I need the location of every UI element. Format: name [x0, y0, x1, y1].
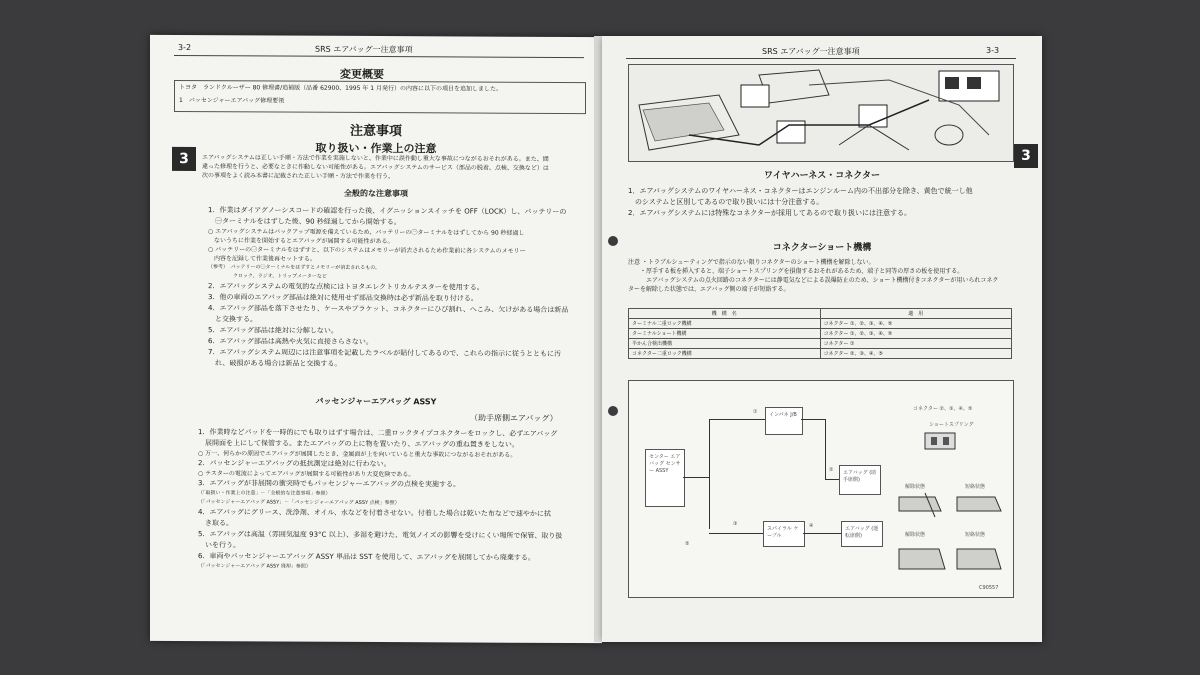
- connector-num: ④: [809, 523, 814, 529]
- table-cell: コネクター ②、③、④、⑤: [820, 349, 1012, 359]
- left-page-number: 3-2: [178, 42, 192, 53]
- connector-group-label: コネクター ②、③、④、⑤: [913, 406, 973, 412]
- p-item-line: 1．作業時などパッドを一時的にでも取りはずす場合は、二重ロックタイプコネクターをロックし、必ずエアバッグ: [198, 428, 558, 438]
- right-header-title: SRS エアバッグ一注意事項: [762, 47, 860, 56]
- header-rule: [626, 58, 1016, 59]
- main-title: 注意事項: [349, 123, 402, 140]
- table-cell: コネクター ①、②、③、④、⑤: [820, 319, 1012, 329]
- item-line: と交換する。: [208, 315, 257, 324]
- p-item-line: ○ 万一、何らかの原因でエアバッグが展開したとき、金属面が上を向いていると重大な事故につながるおそれがある。: [198, 450, 517, 459]
- p-item-line: 5．エアバッグは高温（雰囲気温度 93°C 以上）、多湿を避けた、電気ノイズの影響を受けにくい場所で保管、取り扱: [198, 530, 563, 540]
- binding-hole: [608, 406, 618, 416]
- p-item-line: （「取扱い・作業上の注意」－「全般的な注意事項」参照）: [198, 490, 331, 497]
- table-cell: ターミナル二重ロック機構: [629, 319, 821, 329]
- table-header-cell: 機 構 名: [629, 309, 821, 319]
- connector-num: ③: [733, 521, 738, 527]
- passenger-sub: （助手席側エアバッグ）: [470, 413, 558, 423]
- intro-line: 違った修理を行うと、必要なときに作動しない可能性がある。エアバッグシステムのサービス（部品の脱着、点検、交換など）は: [202, 163, 549, 172]
- sub-title: 取り扱い・作業上の注意: [315, 141, 437, 156]
- item-line: 内容を記録して作業後再セットする。: [208, 255, 316, 263]
- intro: [202, 153, 592, 182]
- wire-line: のシステムと区別してあるので取り扱いには十分注意する。: [628, 198, 824, 206]
- header-rule: [174, 55, 584, 58]
- item-line: 2．エアバッグシステムの電気的な点検にはトヨタエレクトリカルテスターを使用する。: [208, 282, 484, 292]
- change-box: [174, 80, 586, 114]
- driver-airbag-box: [841, 521, 883, 547]
- table-row: [629, 319, 1012, 329]
- connector-state-drawing-2: [895, 539, 1005, 579]
- item-line: クロック、ラジオ、トリップメーターなど: [208, 273, 327, 280]
- short-line: ターを解除した状態では、エアバッグ側の端子が短絡する。: [628, 286, 790, 293]
- center-sensor-box: [645, 449, 685, 507]
- connector-num: ①: [753, 409, 758, 415]
- connector-num: ②: [829, 467, 834, 473]
- item-line: ㊀ターミナルをはずした後、90 秒経過してから開始する。: [208, 217, 401, 227]
- wire-line: [709, 419, 710, 529]
- left-header-title: SRS エアバッグ一注意事項: [315, 44, 413, 55]
- item-line: 3．他の車両のエアバッグ部品は絶対に使用せず部品交換時は必ず新品を取り付ける。: [208, 293, 478, 303]
- wire-line: [803, 533, 841, 534]
- intro-line: 次の事項をよく読み本書に記載された正しい手順・方法で作業を行う。: [202, 172, 395, 181]
- connector-icon: [921, 431, 961, 453]
- section-tab: 3: [1014, 144, 1038, 168]
- connector-state-drawing: [895, 491, 1005, 521]
- change-line-1: トヨタ ランドクルーザー 80 修理書/追補版（品番 62900、1995 年 1 月発行）の内容に以下の項目を追加しました。: [179, 83, 502, 93]
- item-line: れ、破損がある場合は新品と交換する。: [208, 359, 342, 368]
- change-line-2: 1 パッセンジャーエアバッグ修理要領: [179, 96, 285, 105]
- p-item-line: 4．エアバッグにグリース、洗浄剤、オイル、水などを付着させない。付着した場合は乾いた布などで速やかに拭: [198, 508, 551, 518]
- release-state-label: 解除状態: [905, 484, 926, 490]
- wire-line: [801, 419, 825, 420]
- spiral-cable-box: [763, 521, 805, 547]
- left-page: [150, 35, 602, 643]
- p-item-line: 展開面を上にして保管する。またエアバッグの上に物を置いたり、エアバッグの重ね置きをしない。: [198, 439, 519, 449]
- short-line: 注意 ・トラブルシューティングで指示のない限りコネクターのショート機構を解除しない。: [628, 259, 875, 266]
- general-items: [208, 205, 593, 371]
- item-line: 1．作業はダイアグノーシスコードの確認を行った後、イグニッションスイッチを OFF（LOCK）し、バッテリーの: [208, 206, 567, 216]
- right-page: [602, 36, 1042, 642]
- passenger-airbag-box: [839, 465, 881, 495]
- wire-line: [709, 419, 765, 420]
- table-row: [629, 339, 1012, 349]
- table-header-cell: 適 用: [820, 309, 1012, 319]
- item-line: ○ エアバッグシステムはバックアップ電源を備えているため、バッテリーの㊀ターミナルをはずしてから 90 秒経過し: [208, 228, 525, 237]
- wire-line: [825, 479, 839, 480]
- inpane-label: インパネ J/B: [769, 412, 797, 418]
- wire-line: [825, 419, 826, 479]
- short-state-label-2: 短絡状態: [965, 532, 986, 538]
- short-items: [628, 258, 1023, 294]
- item-line: 5．エアバッグ部品は絶対に分解しない。: [208, 326, 338, 335]
- table-cell: 半かん合検出機構: [629, 339, 821, 349]
- p-item-line: （「パッセンジャーエアバッグ ASSY 廃却」参照）: [198, 563, 311, 570]
- table-cell: コネクター ①、②、③、④、⑤: [820, 329, 1012, 339]
- short-state-label: 短絡状態: [965, 484, 986, 490]
- item-line: 4．エアバッグ部品を落下させたり、ケースやブラケット、コネクターにひび割れ、へこみ、欠けがある場合は新品: [208, 304, 569, 315]
- short-title: コネクターショート機構: [772, 243, 872, 253]
- center-sensor-label: センター エアバッグ センサー ASSY: [649, 454, 681, 474]
- item-line: 7．エアバッグシステム周辺には注意事項を記載したラベルが貼付してあるので、これらの指示に従うとともに汚: [208, 348, 562, 358]
- wire-line: [709, 533, 763, 534]
- short-line: エアバッグシステムの点火回路のコネクターには静電気などによる誤爆防止のため、ショート機構付きコネクターが用いられコネク: [628, 277, 999, 284]
- passenger-items: [198, 427, 593, 573]
- general-title: 全般的な注意事項: [344, 188, 408, 199]
- table-cell: コネクター ①: [820, 339, 1012, 349]
- table-row: [629, 349, 1012, 359]
- wire-title: ワイヤハーネス・コネクター: [763, 171, 881, 181]
- section-tab: 3: [172, 147, 196, 171]
- p-item-line: 2．パッセンジャーエアバッグの抵抗測定は絶対に行わない。: [198, 459, 391, 469]
- intro-line: エアバッグシステムは正しい手順・方法で作業を実施しないと、作業中に誤作動し重大な事故につながるおそれがある。また、間: [202, 154, 549, 163]
- spiral-cable-label: スパイラル ケーブル: [767, 526, 799, 539]
- table-cell: ターミナルショート機構: [629, 329, 821, 339]
- item-line: 6．エアバッグ部品は高熱や火気に直接さらさない。: [208, 337, 373, 346]
- wire-line: [683, 477, 709, 478]
- item-line: ○ バッテリーの㊀ターミナルをはずすと、以下のシステムはメモリーが消去されるため作業前に各システムのメモリー: [208, 246, 526, 255]
- vehicle-dashboard-illustration: [629, 65, 1013, 161]
- table-row: [629, 329, 1012, 339]
- figure-code: C90557: [979, 585, 999, 591]
- inpane-box: [765, 407, 803, 435]
- item-line: （参考） バッテリーの㊀ターミナルをはずすとメモリーが消去されるもの。: [208, 264, 381, 272]
- table-cell: コネクター二重ロック機構: [629, 349, 821, 359]
- item-line: ないうちに作業を開始するとエアバッグが展開する可能性がある。: [208, 237, 394, 246]
- p-item-line: ○ テスターの電流によってエアバッグが展開する可能性があり大変危険である。: [198, 470, 415, 479]
- mechanism-table: [628, 308, 1012, 359]
- p-item-line: 6．車両やパッセンジャーエアバッグ ASSY 単品は SST を使用して、エアバッグを展開してから廃棄する。: [198, 552, 535, 562]
- connector-num: ⑤: [685, 541, 690, 547]
- wire-line: 1．エアバッグシステムのワイヤハーネス・コネクターはエンジンルーム内の不出部分を除き、黄色で統一し他: [628, 187, 973, 195]
- wire-items: [628, 186, 1018, 219]
- short-spring-label: ショートスプリング: [929, 422, 974, 428]
- change-title: 変更概要: [340, 67, 384, 82]
- passenger-airbag-label: エアバッグ (助手席側): [843, 470, 877, 483]
- p-item-line: いを行う。: [198, 541, 240, 550]
- driver-airbag-label: エアバッグ (運転席側): [845, 526, 879, 539]
- passenger-title: パッセンジャーエアバッグ ASSY: [315, 396, 437, 407]
- release-state-label-2: 解除状態: [905, 532, 926, 538]
- right-page-number: 3-3: [986, 46, 1000, 55]
- harness-illustration: [628, 64, 1014, 162]
- short-line: ・厚手する板を挿入すると、端子ショートスプリングを損傷するおそれがあるため、端子と同等の厚さの板を使用する。: [628, 268, 964, 275]
- p-item-line: （「パッセンジャーエアバッグ ASSY」－「パッセンジャーエアバッグ ASSY 点検」参照）: [198, 499, 400, 507]
- wire-line: 2．エアバッグシステムには特殊なコネクターが採用してあるので取り扱いには注意する。: [628, 209, 912, 217]
- wiring-diagram: [628, 380, 1014, 598]
- p-item-line: 3．エアバッグが非展開の衝突時でもパッセンジャーエアバッグの点検を実施する。: [198, 479, 461, 489]
- table-header-row: [629, 309, 1012, 319]
- p-item-line: き取る。: [198, 519, 233, 528]
